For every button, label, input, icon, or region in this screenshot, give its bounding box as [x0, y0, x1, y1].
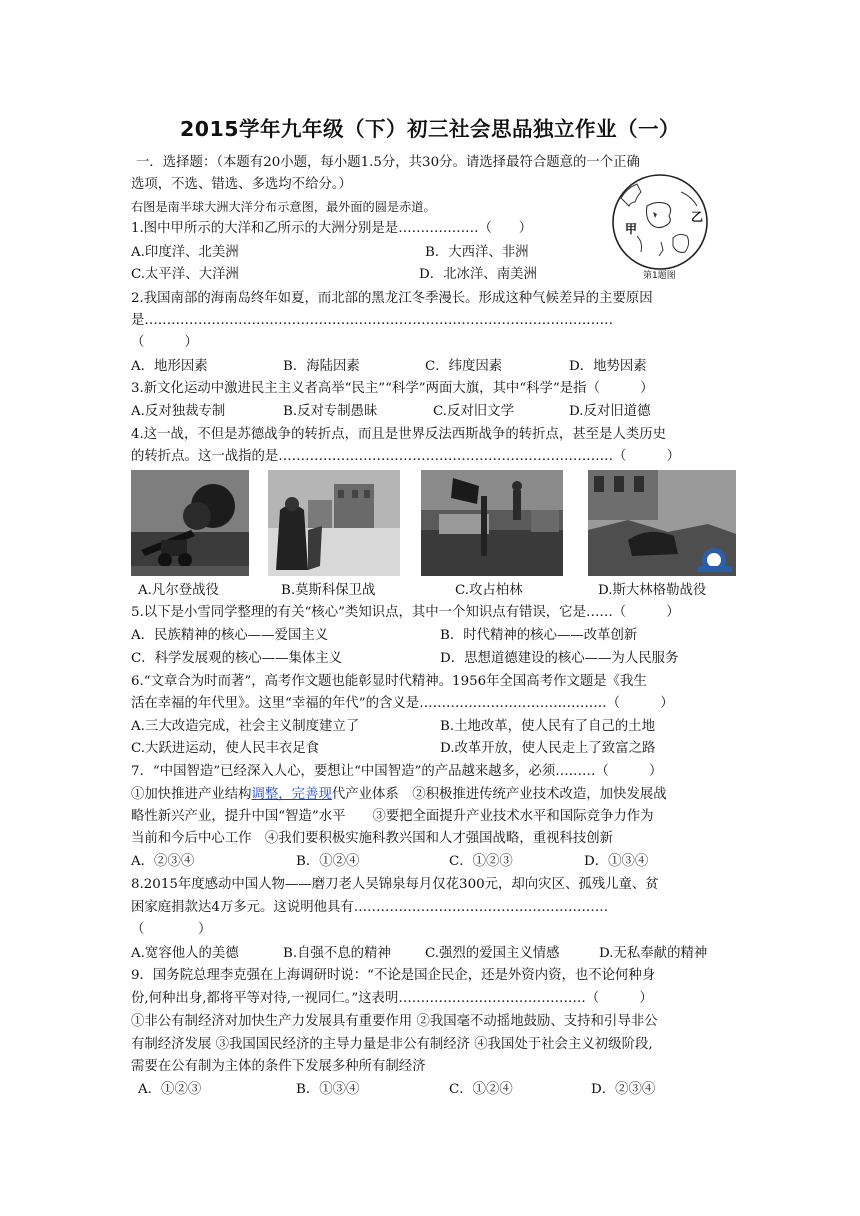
- q8-option-a: A.宽容他人的美德: [131, 946, 239, 961]
- q3-option-a: A.反对独裁专制: [131, 404, 226, 419]
- q8-option-d: D.无私奉献的精神: [599, 946, 708, 961]
- q2-option-a: A．地形因素: [131, 359, 208, 374]
- page-title: 2015学年九年级（下）初三社会思品独立作业（一）: [179, 117, 681, 141]
- q2-line1: 2.我国南部的海南岛终年如夏，而北部的黑龙江冬季漫长。形成这种气候差异的主要原因: [131, 291, 653, 306]
- photo-berlin: [421, 470, 563, 576]
- q8-option-c: C.强烈的爱国主义情感: [425, 946, 560, 961]
- q7-line3: 当前和今后中心工作 ④我们要积极实施科教兴国和人才强国战略，重视科技创新: [131, 831, 614, 846]
- q1-stem: 1.图中甲所示的大洋和乙所示的大洲分别是是………………（ ）: [131, 221, 533, 236]
- q4-option-d: D.斯大林格勒战役: [598, 583, 707, 598]
- q3-option-b: B.反对专制愚昧: [283, 404, 378, 419]
- q9-line1: 9．国务院总理李克强在上海调研时说：“不论是国企民企，还是外资内资，也不论何种身: [131, 968, 656, 983]
- map-label-yi: 乙: [691, 210, 704, 224]
- q7-option-a: A．②③④: [131, 854, 195, 869]
- q4-option-b: B.莫斯科保卫战: [281, 583, 376, 598]
- q7-option-d: D．①③④: [584, 854, 649, 869]
- section-instruction-line2: 选项，不选、错选、多选均不给分。）: [131, 177, 352, 192]
- q2-line3: （ ）: [131, 335, 198, 350]
- q4-option-c: C.攻占柏林: [455, 583, 523, 598]
- q8-line1: 8.2015年度感动中国人物——磨刀老人吴锦泉每月仅花300元，却向灾区、孤残儿童、贫: [131, 877, 659, 892]
- q9-line2: 份,何种出身,都将平等对待,一视同仁。”这表明……………………………………（ ）: [131, 991, 653, 1006]
- section-instruction-line1: 一．选择题：（本题有20小题，每小题1.5分，共30分。请选择最符合题意的一个正确: [136, 155, 640, 170]
- q2-line2: 是……………………………………………………………………………………………: [131, 313, 614, 328]
- q7-option-c: C．①②③: [449, 854, 513, 869]
- q9-line3: ①非公有制经济对加快生产力发展具有重要作用 ②我国毫不动摇地鼓励、支持和引导非公: [131, 1014, 658, 1029]
- q5-option-b: B．时代精神的核心——改革创新: [440, 628, 638, 643]
- q6-option-d: D.改革开放，使人民走上了致富之路: [440, 741, 656, 756]
- q9-option-b: B．①③④: [296, 1082, 360, 1097]
- q1-option-a: A.印度洋、北美洲: [131, 245, 239, 260]
- map-intro: 右图是南半球大洲大洋分布示意图，最外面的圆是赤道。: [131, 200, 436, 214]
- q5-stem: 5.以下是小雪同学整理的有关“核心”类知识点，其中一个知识点有错误，它是……（ ）: [131, 605, 680, 620]
- q5-option-c: C．科学发展观的核心——集体主义: [131, 651, 343, 666]
- photo-stalingrad: [588, 470, 736, 576]
- q9-option-a: A．①②③: [138, 1082, 202, 1097]
- q9-line4: 有制经济发展 ③我国国民经济的主导力量是非公有制经济 ④我国处于社会主义初级阶段,: [131, 1037, 653, 1052]
- q4-option-a: A.凡尔登战役: [138, 583, 219, 598]
- q3-stem: 3.新文化运动中激进民主主义者高举“民主”“科学”两面大旗，其中“科学”是指（ ）: [131, 381, 654, 396]
- q4-line1: 4.这一战，不但是苏德战争的转折点，而且是世界反法西斯战争的转折点，甚至是人类历史: [131, 427, 667, 442]
- q2-option-c: C．纬度因素: [425, 359, 503, 374]
- q9-option-d: D．②③④: [591, 1082, 656, 1097]
- q8-option-b: B.自强不息的精神: [283, 946, 391, 961]
- q5-option-a: A．民族精神的核心——爱国主义: [131, 628, 329, 643]
- q7-line1-post: 代产业体系 ②积极推进传统产业技术改造，加快发展战: [331, 787, 667, 802]
- q8-line2: 困家庭捐款达4万多元。这说明他具有…………………………………………………: [131, 900, 609, 915]
- q1-option-b: B．大西洋、非洲: [425, 245, 529, 260]
- q7-line2: 略性新兴产业，提升中国“智造”水平 ③要把全面提升产业技术水平和国际竞争力作为: [131, 809, 654, 824]
- q1-option-c: C.太平洋、大洋洲: [131, 267, 239, 282]
- q4-line2: 的转折点。这一战指的是…………………………………………………………………（ ）: [131, 449, 681, 464]
- q3-option-c: C.反对旧文学: [433, 404, 514, 419]
- q1-option-d: D．北冰洋、南美洲: [419, 267, 537, 282]
- q8-line3: （ ）: [131, 922, 212, 937]
- q9-option-c: C．①②④: [449, 1082, 513, 1097]
- photo-moscow: [268, 470, 400, 576]
- map-caption: 第1题图: [643, 271, 676, 281]
- q5-option-d: D．思想道德建设的核心——为人民服务: [440, 651, 679, 666]
- q7-link[interactable]: 调整，完善现: [251, 787, 332, 802]
- q6-option-c: C.大跃进运动，使人民丰衣足食: [131, 741, 320, 756]
- q7-line1-pre: ①加快推进产业结构: [131, 787, 252, 802]
- hemisphere-globe-icon: [607, 172, 713, 280]
- q7-stem: 7．“中国智造”已经深入人心，要想让“中国智造”的产品越来越多，必须………（ ）: [131, 764, 663, 779]
- q6-option-a: A.三大改造完成，社会主义制度建立了: [131, 719, 360, 734]
- q3-option-d: D.反对旧道德: [569, 404, 651, 419]
- map-label-jia: 甲: [625, 222, 638, 236]
- q2-option-b: B．海陆因素: [283, 359, 360, 374]
- q7-line1: [131, 785, 667, 805]
- q6-line2: 活在幸福的年代里》。这里“幸福的年代”的含义是……………………………………（ ）: [131, 696, 674, 711]
- q2-option-d: D．地势因素: [569, 359, 647, 374]
- photo-verdun: [131, 470, 249, 576]
- southern-hemisphere-map: [607, 172, 713, 280]
- q9-line5: 需要在公有制为主体的条件下发展多种所有制经济: [131, 1059, 426, 1074]
- q7-option-b: B．①②④: [296, 854, 360, 869]
- q6-option-b: B.土地改革，使人民有了自己的土地: [440, 719, 655, 734]
- q6-line1: 6.“文章合为时而著”，高考作文题也能彰显时代精神。1956年全国高考作文题是《我生: [131, 674, 647, 689]
